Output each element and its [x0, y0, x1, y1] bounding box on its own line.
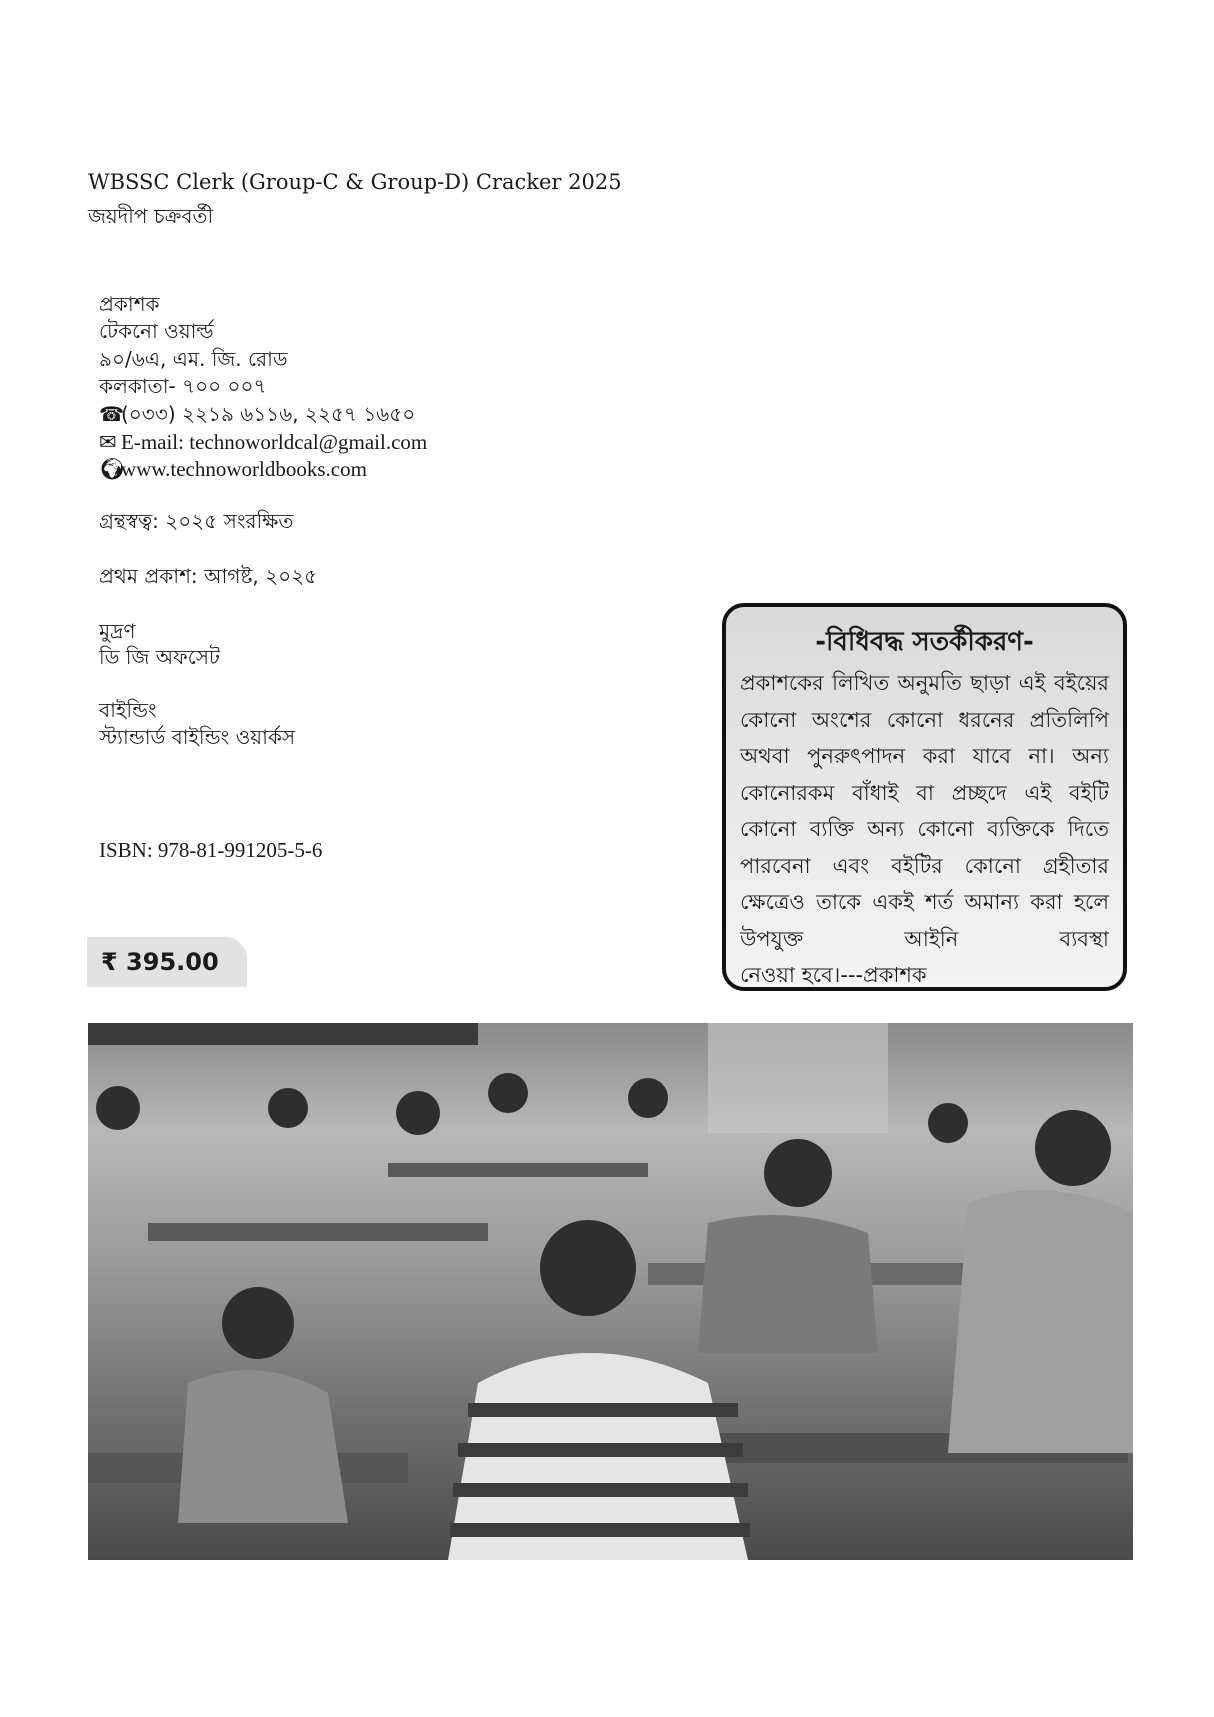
isbn: ISBN: 978-81-991205-5-6: [99, 838, 323, 862]
phone-text: (০৩৩) ২২১৯ ৬১১৬, ২২৫৭ ১৬৫০: [121, 402, 416, 426]
exam-hall-illustration: [88, 1023, 1133, 1560]
publisher-email: [99, 430, 427, 454]
warning-line: ব্যক্তিকে দিতে পারবেনা এবং বইটির: [740, 817, 1109, 878]
warning-line: এই বইটি কোনো ব্যক্তি অন্য কোনো: [740, 780, 1109, 841]
first-edition: প্রথম প্রকাশ: আগষ্ট, ২০২৫: [99, 564, 318, 588]
telephone-icon: ☎: [99, 402, 124, 426]
warning-line: কোনো গ্রহীতার ক্ষেত্রেও তাকে একই শর্ত: [740, 853, 1109, 914]
website-text: www.technoworldbooks.com: [121, 457, 367, 481]
publisher-website: [99, 457, 367, 481]
publisher-address-1: ৯০/৬এ, এম. জি. রোড: [99, 347, 288, 371]
book-author: জয়দীপ চক্রবর্তী: [88, 204, 214, 228]
warning-line: প্রতিলিপি অথবা পুনরুৎপাদন করা যাবে: [740, 707, 1109, 768]
exam-hall-photo: [88, 1023, 1133, 1560]
publisher-address-2: কলকাতা- ৭০০ ০০৭: [99, 374, 267, 398]
printing-label: মুদ্রণ: [99, 619, 136, 643]
warning-line: প্রকাশকের লিখিত অনুমতি ছাড়া এই: [740, 671, 1046, 695]
envelope-icon: ✉: [99, 430, 117, 454]
warning-line: নেওয়া হবে।---প্রকাশক: [740, 963, 927, 987]
publisher-label: প্রকাশক: [99, 292, 160, 316]
copyright: গ্রন্থস্বত্ব: ২০২৫ সংরক্ষিত: [99, 509, 294, 533]
printing-value: ডি জি অফসেট: [99, 645, 220, 669]
warning-title: -বিধিবদ্ধ সতর্কীকরণ-: [815, 627, 1034, 657]
warning-line: বইয়ের কোনো অংশের কোনো ধরনের: [740, 671, 1109, 732]
publisher-name: টেকনো ওয়ার্ল্ড: [99, 319, 214, 343]
publisher-phone: [99, 402, 415, 426]
warning-line: না। অন্য কোনোরকম বাঁধাই বা প্রচ্ছদে: [740, 744, 1109, 805]
legal-warning-box: [722, 603, 1127, 991]
book-title: WBSSC Clerk (Group-C & Group-D) Cracker 2025: [88, 170, 622, 194]
binding-value: স্ট্যান্ডার্ড বাইন্ডিং ওয়ার্কস: [99, 725, 296, 749]
binding-label: বাইন্ডিং: [99, 698, 157, 722]
globe-icon: 🌍︎: [99, 457, 126, 481]
warning-line: অমান্য করা হলে উপযুক্ত আইনি ব্যবস্থা: [740, 890, 1109, 951]
price-tag: ₹ 395.00: [87, 937, 247, 987]
warning-text: [740, 665, 1109, 994]
email-text: E-mail: technoworldcal@gmail.com: [121, 430, 428, 454]
